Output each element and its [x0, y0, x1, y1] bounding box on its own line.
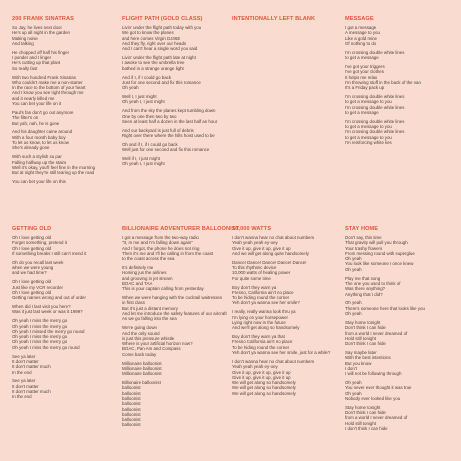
lyric-line: You can bet your life on this [12, 178, 66, 184]
lyric-line: Stay home tonight [345, 404, 381, 410]
lyric-line: Oh yeah [345, 256, 362, 262]
stanza [12, 304, 112, 315]
stanza [122, 156, 222, 167]
song-lyrics [12, 235, 112, 400]
lyric-line: And I forgot, the phone he does not ring [122, 245, 200, 251]
lyric-line: I will not be following through [345, 371, 402, 377]
stanza [122, 128, 222, 139]
song-intentionally-left-blank [232, 16, 332, 25]
stanza [122, 265, 222, 291]
lyric-line: But you know [345, 360, 372, 366]
lyric-line: balloonist [122, 390, 141, 396]
lyric-line: Oh yeah I miss the merry go [12, 339, 68, 345]
lyric-line: Stay home tonight [345, 319, 381, 325]
song-lyrics [12, 25, 112, 184]
stanza [232, 285, 332, 306]
lyric-line: Oh and if I, if I could go back [122, 141, 178, 147]
song-billionaire-adventurer-balloonist [122, 226, 240, 431]
lyric-line: It don't matter much [12, 364, 51, 370]
stanza [122, 295, 227, 322]
lyric-line: Oh I love getting old [12, 279, 52, 285]
stanza [232, 235, 332, 256]
lyric-line: Seen at least half a dozen in the last half an hour [122, 118, 218, 124]
lyric-line: In the end [12, 369, 32, 375]
song-lyrics [232, 235, 332, 396]
stanza [122, 235, 222, 261]
lyric-line: When we were hanging with the cocktail waitresses [122, 295, 223, 301]
lyric-line: And his daughter came around [12, 129, 73, 135]
lyric-line: I'm reinforcing white lies [345, 140, 392, 146]
lyric-line: Livin' under the flight path today with you [122, 25, 202, 30]
lyric-line: balloonist [122, 422, 141, 428]
lyric-line: balloonist [122, 406, 141, 412]
lyric-line: Forget something, pretend it [12, 240, 67, 246]
song-lyrics [345, 25, 445, 145]
lyric-line: Oh do you recall last week [12, 259, 64, 265]
lyric-line: I'm lying on your horsepower [232, 314, 288, 320]
lyric-line: Oh yeah I miss the merry go [12, 318, 68, 324]
stanza [122, 361, 222, 377]
lyric-line: With such a stylish su par [12, 154, 62, 160]
lyric-line: Where is your artificial horizon now? [122, 341, 193, 347]
lyric-line: BOAC, Pan Am and Compass [122, 346, 181, 352]
stanza [12, 179, 112, 184]
stanza [122, 75, 222, 91]
stanza [12, 154, 112, 175]
lyric-line: to the coast across the sea [122, 256, 175, 262]
lyric-line: I'm crossing double white lines [345, 118, 405, 124]
lyric-line: She's already gone [12, 145, 50, 151]
lyric-line: So Jay, he lives next door [12, 25, 62, 30]
stanza [345, 64, 445, 90]
lyric-line: Boy don't they warn ya [232, 284, 277, 290]
stanza [345, 380, 445, 401]
lyric-line: I'm crossing double white lines [345, 94, 405, 100]
song-stay-home [345, 226, 445, 435]
stanza [12, 354, 112, 375]
lyric-line: I don't think I can hide [345, 426, 388, 432]
lyric-line: Oh yeah [345, 266, 362, 272]
lyric-line: That gravity will pull you through [345, 240, 408, 246]
lyric-line: He chopped off half his finger [12, 49, 70, 55]
lyric-line: Billionaire balloonist [122, 380, 161, 386]
lyric-line: As we go falling into the sea [122, 316, 177, 322]
lyric-line: "It, m me and I'm falling down again" [122, 240, 193, 246]
lyric-line: He's cutting up that plant [12, 60, 61, 66]
lyric-line: Falling halfway up the stairs [12, 159, 67, 165]
lyric-line: It's a Friday pack up [345, 85, 385, 91]
lyric-line: From messing round with superglue [345, 250, 415, 256]
stanza [345, 405, 445, 431]
lyric-line: With the best intentions [345, 355, 391, 361]
lyric-line: Come back today [122, 351, 157, 357]
lyric-line: I don't wanna hear no chat about numbers [232, 235, 315, 240]
lyric-line: Yeah yeah yeah ey-oey [232, 364, 278, 370]
lyric-line: Don't say, this time [345, 235, 382, 240]
lyric-line: And we'll get along so handsomely [232, 325, 300, 331]
lyric-line: from a world I never dreamed of [345, 330, 408, 336]
lyric-line: And our backyard is just full of debris [122, 127, 194, 133]
lyric-line: to get a message to you [345, 124, 392, 130]
lyric-line: Oh yeah I miss the merry go round [12, 344, 80, 350]
lyric-line: Well if I, I just might [122, 156, 160, 162]
stanza [345, 350, 445, 376]
lyric-line: from a world I never dreamed of [345, 415, 408, 421]
stanza [345, 94, 445, 115]
lyric-line: Yeah yeah yeah ey-oey [232, 240, 278, 246]
stanza [232, 359, 332, 396]
song-10000-watts [232, 226, 332, 400]
lyric-line: Give it up, give it up, give it up [232, 369, 291, 375]
lyric-line: With a four month baby boy [12, 134, 66, 140]
lyric-line: to get a message to you [345, 134, 392, 140]
lyric-line: Dance! Dance! Dance! Dance! Dance! [232, 259, 307, 265]
lyric-line: Homing jus the airlines [122, 270, 167, 276]
lyric-line: See ya later [12, 353, 36, 359]
lyric-line: I'm crossing double white lines [345, 129, 405, 135]
lyric-line: when we were young [12, 265, 54, 271]
stanza [12, 318, 112, 350]
lyric-line: We got to know the planes [122, 30, 174, 36]
lyric-line: Well just for one second and fix this romance [122, 147, 210, 153]
lyric-line: Just for one second and fix this romance [122, 79, 201, 85]
lyric-line: Anything that I did? [345, 291, 383, 297]
lyric-line: When did I last visit you here? [12, 304, 71, 310]
stanza [122, 55, 222, 71]
lyric-line: You can bet your life on it [12, 101, 62, 107]
lyric-line: Oh yeah I miss the merry go [12, 334, 68, 340]
lyric-line: Give it up, give it up, give it up [232, 374, 291, 380]
song-title: STAY HOME [345, 226, 379, 232]
lyric-line: Hold still tonight [345, 335, 376, 341]
lyric-line: Oh yeah [345, 390, 362, 396]
lyric-line: It helps me relax [345, 74, 378, 80]
lyric-line: to get a message to you [345, 99, 392, 105]
lyric-line: Oh yeah [122, 85, 139, 91]
lyric-line: Give it up, give it up, give it up [232, 245, 291, 251]
lyric-line: I don't [345, 365, 357, 371]
lyric-line: For quite some time [232, 275, 271, 281]
song-message [345, 16, 445, 149]
song-title: GETTING OLD [12, 226, 52, 232]
lyric-line: BOAC and TAA [122, 280, 153, 286]
lyric-line: Paul's fan don't go out anymore [12, 109, 74, 115]
lyric-line: Oh I love getting old [12, 289, 52, 295]
stanza [232, 309, 332, 330]
lyric-line: And they fly, right over our heads [122, 40, 187, 46]
lyric-line: Oh I love getting old [12, 245, 52, 251]
lyric-line: and it nearly killed me [12, 95, 55, 101]
lyric-line: In the end [12, 394, 32, 400]
stanza [345, 119, 445, 145]
lyric-line: Right over there where the hills hoist used to be [122, 133, 215, 139]
song-getting-old [12, 226, 112, 403]
lyric-line: It don't matter [12, 383, 39, 389]
song-lyrics [345, 235, 445, 431]
lyric-line: And the only sound [122, 330, 160, 336]
lyric-line: Yeh don't ya wanna see her smile, just for a while? [232, 350, 331, 356]
lyric-line: So really fast [12, 65, 38, 71]
lyric-line: balloonist [122, 417, 141, 423]
stanza [12, 129, 112, 150]
lyric-line: Millionaire balloonist [122, 365, 162, 371]
lyric-line: We will get along so handsomely [232, 390, 296, 396]
lyric-line: Fresno, California ain't no place [232, 289, 294, 295]
stanza [122, 142, 222, 153]
lyric-line: We're going down [122, 325, 157, 331]
lyric-line: in first class [122, 300, 145, 306]
lyric-line: And I know you see right through me [12, 90, 84, 96]
lyric-line: I awoke to see the umbrella tree [122, 60, 185, 66]
lyric-line: Oh yeah I, I just might [122, 99, 165, 105]
lyric-line: balloonist [122, 411, 141, 417]
song-title: BILLIONAIRE ADVENTURER BALLOONIST [122, 226, 240, 232]
lyric-line: Millionaire balloonist [122, 371, 162, 377]
lyric-line: And we will get along quite handsomely [232, 250, 309, 256]
lyric-line: Of nothing to do [345, 40, 377, 46]
song-title: MESSAGE [345, 16, 374, 22]
stanza [12, 235, 112, 256]
lyric-line: With two hundred Frank Sinatras [12, 74, 76, 80]
song-lyrics [122, 235, 227, 428]
lyric-line: and we had time? [12, 270, 47, 276]
lyric-line: Hold still tonight [345, 420, 376, 426]
lyric-line: bathed in a strange orange light [122, 65, 184, 71]
song-200-frank-sinatras [12, 16, 112, 188]
lyric-line: to get a message [345, 109, 379, 115]
lyric-line: I got a message from the two-way radio [122, 235, 199, 240]
stanza [122, 94, 222, 105]
lyric-line: Making noise [12, 35, 38, 41]
stanza [12, 378, 112, 399]
lyric-line: The filter's on [12, 115, 39, 121]
stanza [12, 25, 112, 46]
lyric-line: You never ever thought it was true [345, 385, 412, 391]
lyric-line: I've got your clothes [345, 69, 384, 75]
stanza [345, 235, 445, 272]
song-title: INTENTIONALLY LEFT BLANK [232, 16, 316, 22]
lyric-line: I'm crossing double white lines [345, 49, 405, 55]
lyric-line: And if I, if I could go back [122, 74, 172, 80]
song-flight-path [122, 16, 222, 170]
lyric-line: If something breaks I still can't mend it [12, 250, 87, 256]
lyric-line: It don't matter much [12, 388, 51, 394]
lyric-line: Who couldn't make me a non-starter [12, 79, 83, 85]
lyric-line: Boy don't they warn ya that [232, 334, 285, 340]
lyric-line: It don't matter [12, 358, 39, 364]
lyric-line: Lying right now in the future [232, 319, 286, 325]
stanza [12, 110, 112, 126]
lyric-line: In the race to the bottom of your heart [12, 85, 86, 91]
stanza [12, 279, 112, 300]
stanza [345, 276, 445, 297]
lyric-line: Play me that song [345, 275, 381, 281]
song-lyrics [122, 25, 222, 167]
lyric-line: balloonist [122, 395, 141, 401]
lyric-line: balloonist [122, 385, 141, 391]
stanza [122, 380, 222, 428]
lyric-line: to get a message [345, 55, 379, 61]
lyric-line: I got a message [345, 25, 377, 30]
song-title: FLIGHT PATH (GOLD CLASS) [122, 16, 203, 22]
lyric-line: Fresno California ain't no place [232, 339, 293, 345]
lyric-line: I'm throwing stuff in the back of the van [345, 79, 421, 85]
lyric-line: Nobody ever looked like you [345, 395, 401, 401]
lyric-line: Well I, I just might [122, 94, 157, 100]
lyric-line: One by one then two by two [122, 113, 177, 119]
lyric-line: There's someone here that looks like you [345, 305, 425, 311]
lyric-line: and grooving in jet stream [122, 275, 173, 281]
lyric-line: The one you used to think of [345, 280, 401, 286]
lyric-line: Livin' under the flight path late at night [122, 55, 196, 61]
lyric-line: and here comes Virgin DJ46E [122, 35, 181, 41]
stanza [122, 25, 222, 51]
stanza [232, 260, 332, 281]
lyric-line: Just like my VCR recorder [12, 284, 63, 290]
lyric-line: See ya later [12, 378, 36, 384]
lyric-line: But it's just a distant memory [122, 305, 178, 311]
lyric-line: Oh yeah I missed the merry go round [12, 328, 85, 334]
lyric-line: Was it just last week or was it 1999? [12, 309, 83, 315]
lyric-line: Millionaire balloonist [122, 360, 162, 366]
lyric-line: To be hiding round the corner [232, 295, 290, 301]
lyric-line: And I can't hear a single word you said [122, 46, 198, 52]
lyric-line: But at night they're still tearing up the road [12, 170, 95, 176]
stanza [345, 300, 445, 316]
lyric-line: Don't think I can hide [345, 410, 386, 416]
lyric-line: is just this pressure whistle [122, 335, 175, 341]
lyric-line: I'm crossing double white lines [345, 104, 405, 110]
lyric-line: Oh yeah [345, 380, 362, 386]
lyric-line: To let us know, to let us know [12, 140, 69, 146]
lyric-line: Well it's okay, you'll feel fine in the morning [12, 164, 96, 170]
stanza [345, 25, 445, 46]
lyric-line: Like a gold mine [345, 35, 377, 41]
stanza [12, 75, 112, 107]
lyric-line: I really, really wanna look thru ya [232, 309, 296, 315]
lyric-line: To be hiding round the corner [232, 344, 290, 350]
stanza [122, 108, 222, 124]
lyric-line: We will get along so handsomely [232, 380, 296, 386]
lyric-line: Then it's me and I'll be calling in from the coast [122, 250, 213, 256]
lyric-line: He's up all night in the garden [12, 30, 70, 36]
lyric-line: Oh yeah [345, 300, 362, 306]
lyric-line: I ponder and I linger [12, 55, 52, 61]
lyric-line: Say maybe later [345, 350, 377, 356]
lyric-line: We will get along so handsomely [232, 385, 296, 391]
stanza [12, 260, 112, 276]
lyric-line: And from the sky the planes kept tumbling down [122, 108, 216, 114]
lyric-line: balloonist [122, 401, 141, 407]
lyric-line: A message to you [345, 30, 380, 36]
lyric-line: To this rhythmic device [232, 265, 277, 271]
lyric-line: And talking [12, 40, 34, 46]
stanza [122, 325, 222, 357]
lyric-line: Getting names wrong and out of order [12, 295, 86, 301]
lyric-line: But yah, nah, he is gone [12, 120, 60, 126]
lyric-line: Oh yeah I, I just might [122, 161, 165, 167]
lyric-line: Yeh don't ya wanna see her smile? [232, 300, 300, 306]
lyric-line: Was there anything? [345, 286, 386, 292]
lyric-line: I've got your triggers [345, 63, 385, 69]
lyric-line: Oh yeah I miss the merry go [12, 323, 68, 329]
stanza [12, 50, 112, 71]
stanza [345, 320, 445, 346]
lyric-line: And let me introduce the safety features of our aircraft [122, 311, 227, 317]
lyric-line: I don't wanna hear no chat about numbers [232, 358, 315, 364]
stanza [232, 334, 332, 355]
lyric-line: Oh yeah [345, 311, 362, 317]
lyric-line: Don't think I can hide [345, 325, 386, 331]
lyric-line: This is your captain calling from yesterday [122, 286, 204, 292]
lyric-line: Oh I love getting old [12, 235, 52, 240]
lyric-line: You look like someone I once knew [345, 261, 414, 267]
lyric-line: It's definitely me [122, 265, 154, 271]
song-title: 200 FRANK SINATRAS [12, 16, 74, 22]
lyric-line: Your trashy flowers [345, 245, 383, 251]
song-title: 10,000 WATTS [232, 226, 272, 232]
lyric-line: Don't think I can hide [345, 341, 386, 347]
stanza [345, 50, 445, 61]
lyric-line: 10,000 watts of healing power [232, 270, 291, 276]
